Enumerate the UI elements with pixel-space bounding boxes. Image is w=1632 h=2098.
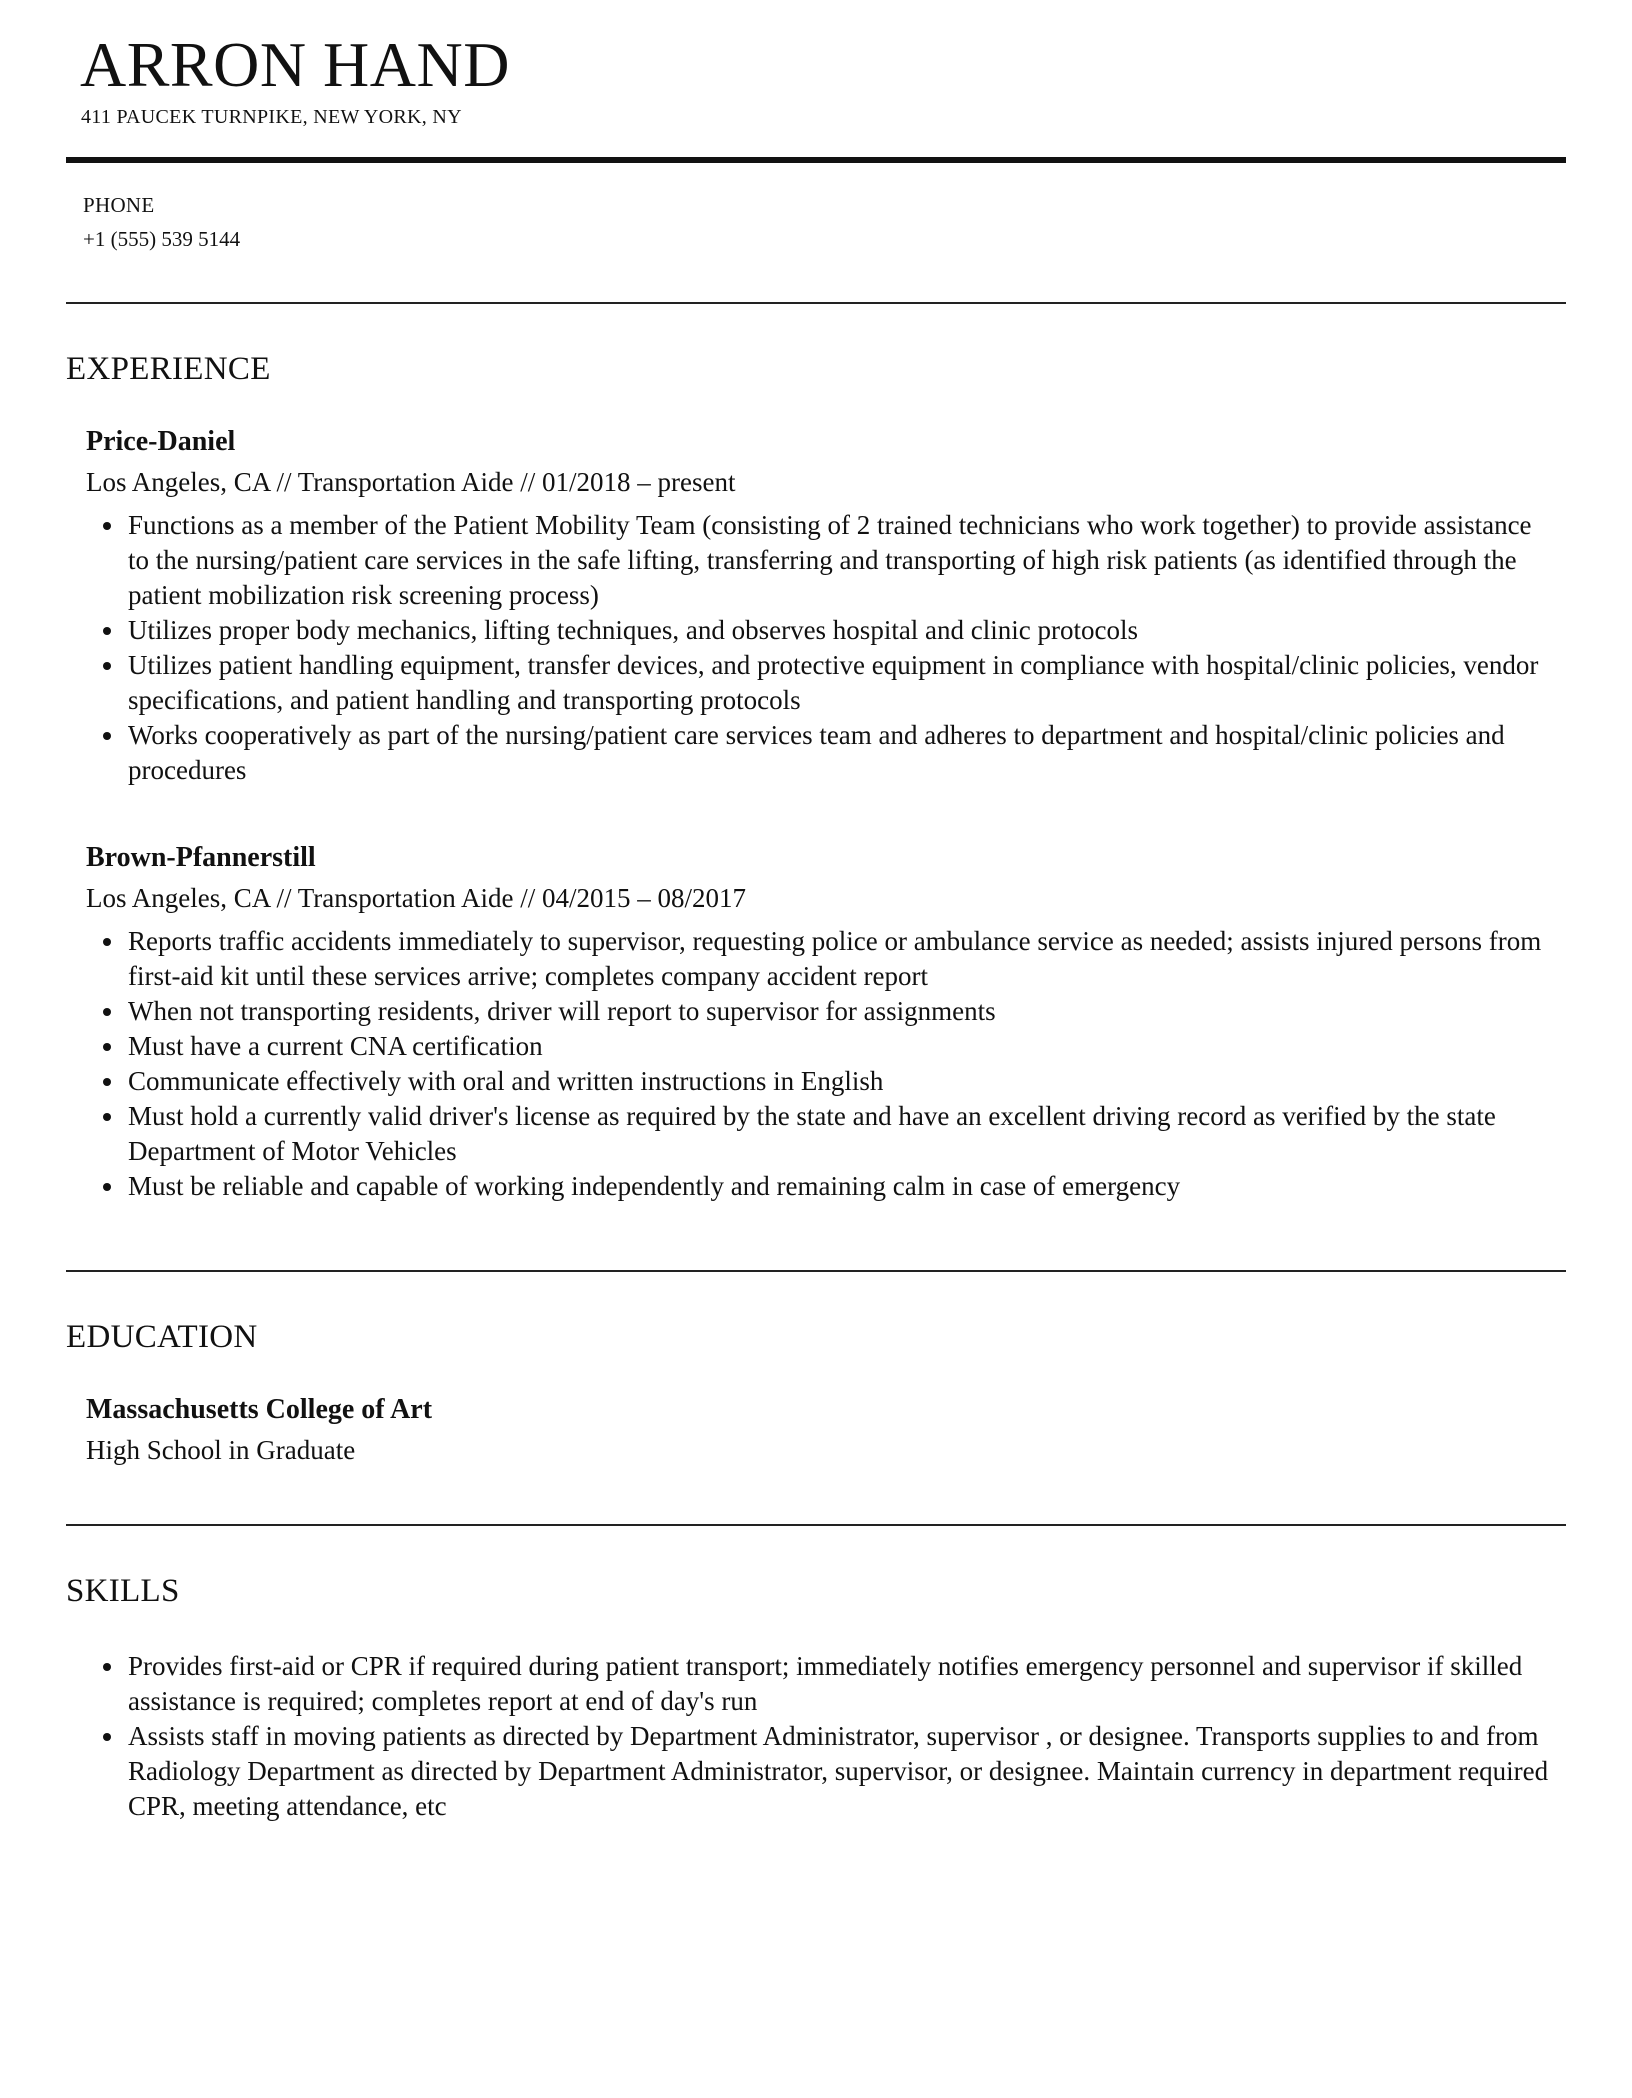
list-item: Utilizes proper body mechanics, lifting techniques, and observes hospital and clinic protocols [128,613,1566,648]
job-meta: Los Angeles, CA // Transportation Aide // 01/2018 – present [86,467,736,497]
education-divider [66,1524,1566,1526]
job-meta: Los Angeles, CA // Transportation Aide // 04/2015 – 08/2017 [86,883,747,913]
job-duties-list [86,924,1566,1204]
list-item: When not transporting residents, driver will report to supervisor for assignments [128,994,1566,1029]
degree: High School in Graduate [86,1435,356,1465]
phone-label: PHONE [83,193,155,217]
candidate-name: ARRON HAND [80,29,510,100]
job-company: Price-Daniel [86,426,236,457]
list-item: Communicate effectively with oral and written instructions in English [128,1064,1566,1099]
job-duties-list [86,508,1566,788]
list-item: Reports traffic accidents immediately to supervisor, requesting police or ambulance service as needed; assists injured persons from first-aid kit until these services arrive; completes company accident report [128,924,1566,994]
header-divider [66,157,1566,163]
list-item: Must have a current CNA certification [128,1029,1566,1064]
list-item: Assists staff in moving patients as directed by Department Administrator, supervisor , or designee. Transports supplies to and from Radiology Department as directed by Department Administrator, supervisor, or designee. Maintain currency in department required CPR, meeting attendance, etc [128,1719,1566,1824]
candidate-address: 411 PAUCEK TURNPIKE, NEW YORK, NY [81,106,462,128]
list-item: Works cooperatively as part of the nursing/patient care services team and adheres to department and hospital/clinic policies and procedures [128,718,1566,788]
list-item: Provides first-aid or CPR if required during patient transport; immediately notifies emergency personnel and supervisor if skilled assistance is required; completes report at end of day's run [128,1649,1566,1719]
education-entry [86,1392,1566,1468]
job-entry-brown-pfannerstill [86,840,1566,1204]
skills-heading: SKILLS [66,1573,180,1609]
school-name: Massachusetts College of Art [86,1394,433,1425]
skills-list [86,1649,1566,1824]
contact-divider [66,302,1566,304]
list-item: Functions as a member of the Patient Mobility Team (consisting of 2 trained technicians who work together) to provide assistance to the nursing/patient care services in the safe lifting, transferring and transporting of high risk patients (as identified through the patient mobilization risk screening process) [128,508,1566,613]
list-item: Must be reliable and capable of working independently and remaining calm in case of emergency [128,1169,1566,1204]
phone-value: +1 (555) 539 5144 [83,227,241,251]
list-item: Must hold a currently valid driver's license as required by the state and have an excellent driving record as verified by the state Department of Motor Vehicles [128,1099,1566,1169]
education-heading: EDUCATION [66,1319,258,1355]
list-item: Utilizes patient handling equipment, transfer devices, and protective equipment in compliance with hospital/clinic policies, vendor specifications, and patient handling and transporting protocols [128,648,1566,718]
job-entry-price-daniel [86,424,1566,788]
skills-section [86,1641,1566,1824]
experience-divider [66,1270,1566,1272]
experience-heading: EXPERIENCE [66,351,271,387]
job-company: Brown-Pfannerstill [86,842,316,873]
